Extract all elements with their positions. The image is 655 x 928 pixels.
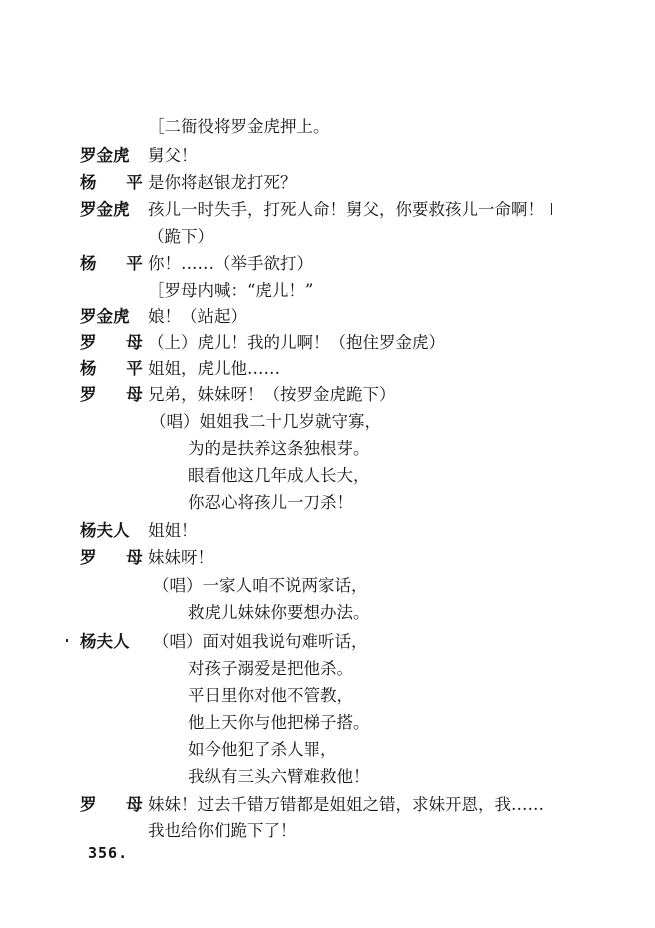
speaker-name: 杨 平	[80, 173, 155, 192]
speaker-name: 罗 母	[80, 333, 155, 352]
lyric-text: 他上天你与他把梯子搭。	[188, 713, 370, 732]
dialogue-text: 我也给你们跪下了！	[148, 821, 297, 840]
speaker-name: 杨 平	[80, 254, 155, 273]
lyric-text: （唱）姐姐我二十几岁就守寡，	[150, 412, 381, 431]
dialogue-text: 是你将赵银龙打死？	[148, 173, 297, 192]
stage-direction: （跪下）	[148, 227, 214, 246]
speaker-name: 罗 母	[80, 385, 155, 404]
dialogue-text: 姐姐，虎儿他……	[148, 359, 280, 378]
print-speck	[66, 639, 68, 642]
speaker-name: 罗 母	[80, 795, 155, 814]
stage-direction: ［二衙役将罗金虎押上。	[148, 117, 330, 136]
speaker-name: 罗 母	[80, 548, 155, 567]
dialogue-text: 兄弟，妹妹呀！（按罗金虎跪下）	[148, 385, 396, 404]
dialogue-text: 妹妹呀！	[148, 548, 214, 567]
lyric-text: （唱）一家人咱不说两家话，	[153, 576, 368, 595]
dialogue-text: 孩儿一时失手，打死人命！舅父，你要救孩儿一命啊！	[148, 200, 544, 219]
lyric-text: 平日里你对他不管教，	[188, 686, 353, 705]
lyric-text: 救虎儿妹妹你要想办法。	[188, 603, 370, 622]
dialogue-text: 娘！（站起）	[148, 307, 247, 326]
dialogue-text: 姐姐！	[148, 521, 198, 540]
speaker-name: 罗金虎	[80, 200, 130, 219]
lyric-text: 你忍心将孩儿一刀杀！	[188, 493, 353, 512]
speaker-name: 杨 平	[80, 359, 155, 378]
lyric-text: 我纵有三头六臂难救他！	[188, 767, 370, 786]
lyric-text: 对孩子溺爱是把他杀。	[188, 659, 353, 678]
speaker-name: 罗金虎	[80, 307, 130, 326]
stage-direction: ［罗母内喊：“虎儿！”	[148, 281, 314, 300]
dialogue-text: 舅父！	[148, 146, 198, 165]
speaker-name: 杨夫人	[80, 632, 130, 651]
page-number: 356.	[88, 844, 129, 862]
dialogue-text: （上）虎儿！我的儿啊！（抱住罗金虎）	[148, 333, 445, 352]
dialogue-text: 你！……（举手欲打）	[148, 254, 313, 273]
lyric-text: 眼看他这几年成人长大，	[188, 466, 370, 485]
lyric-text: 如今他犯了杀人罪，	[188, 740, 337, 759]
print-speck	[551, 203, 552, 215]
speaker-name: 罗金虎	[80, 146, 130, 165]
lyric-text: 为的是扶养这条独根芽。	[188, 439, 370, 458]
dialogue-text: 妹妹！过去千错万错都是姐姐之错，求妹开恩，我……	[148, 795, 544, 814]
dialogue-text: （唱）面对姐我说句难听话，	[153, 632, 368, 651]
speaker-name: 杨夫人	[80, 521, 130, 540]
